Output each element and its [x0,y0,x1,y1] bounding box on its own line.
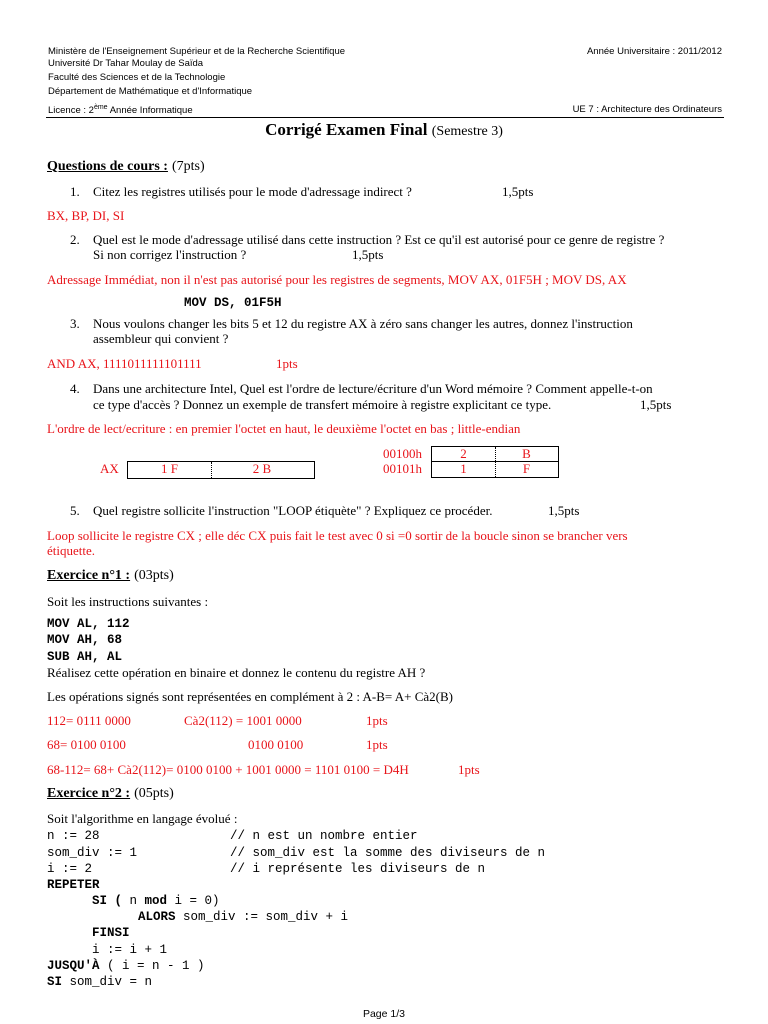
ex2-intro: Soit l'algorithme en langage évolué : [47,811,238,826]
ex2-heading [47,786,174,802]
algo-jusqua-keyword: JUSQU'À [47,959,100,973]
mem-row1-a: 2 [460,446,467,461]
q4-number: 4. [70,381,80,396]
questions-heading [47,159,205,175]
mem-row1-b: B [522,446,531,461]
algo-i-assign: i := 2 [47,862,93,876]
header-ue: UE 7 : Architecture des Ordinateurs [572,104,722,115]
q1-text: Citez les registres utilisés pour le mode d'adressage indirect ? [93,184,412,199]
ex1-pts: (03pts) [134,568,174,583]
q5-number: 5. [70,503,80,518]
algo-repeter: REPETER [47,878,100,892]
ex1-intro: Soit les instructions suivantes : [47,594,209,609]
q3-pts: 1pts [276,356,298,371]
q1-number: 1. [70,184,80,199]
q4-line1: Dans une architecture Intel, Quel est l'ordre de lecture/écriture d'un Word mémoire ? Comment appelle-t-on [93,381,653,396]
ax-label: AX [100,461,119,476]
title-semester: (Semestre 3) [431,124,503,139]
algo-si-keyword: SI ( [92,894,123,908]
algo-som-comment: // som_div est la somme des diviseurs de n [230,846,546,860]
q5-answer-line2: étiquette. [47,543,96,558]
header-year: Année Universitaire : 2011/2012 [586,46,722,57]
q2-line2: Si non corrigez l'instruction ? [93,247,247,262]
q4-pts: 1,5pts [640,397,672,412]
q1-pts: 1,5pts [502,184,534,199]
q2-pts: 1,5pts [352,247,384,262]
algo-final-si-line [47,975,152,989]
ex1-code-1: MOV AL, 112 [47,617,130,631]
algo-until: ( i = n - 1 ) [99,959,205,973]
algo-increment: i := i + 1 [92,943,168,957]
q2-answer: Adressage Immédiat, non il n'est pas autorisé pour les registres de segments, MOV AX, 01F5H ; MOV DS, AX [47,272,627,287]
q2-code: MOV DS, 01F5H [184,296,282,310]
ex1-r2-a: 68= 0100 0100 [47,737,126,752]
ex2-pts: (05pts) [134,786,174,801]
q5-answer-line1: Loop sollicite le registre CX ; elle déc CX puis fait le test avec 0 si =0 sortir de la boucle sinon se brancher vers [47,528,628,543]
algo-alors-line [138,910,348,924]
algo-jusqua-line [47,959,205,973]
algo-som-assign: som_div := 1 [47,846,138,860]
algo-i-comment: // i représente les diviseurs de n [230,862,486,876]
ex1-r1-a: 112= 0111 0000 [47,713,131,728]
page-number: Page 1/3 [362,1008,406,1020]
ex1-r3-pts: 1pts [458,762,480,777]
q5-pts: 1,5pts [548,503,580,518]
q3-answer: AND AX, 1111011111101111 [47,356,202,371]
mem-addr-2: 00101h [383,461,422,476]
ex1-r1-pts: 1pts [366,713,388,728]
ex1-code-2: MOV AH, 68 [47,633,123,647]
algo-n-comment: // n est un nombre entier [230,829,418,843]
ex1-heading-text: Exercice n°1 : [47,568,131,583]
mem-row2-b: F [522,461,531,476]
algo-si-line [92,894,220,908]
algo-n-assign: n := 28 [47,829,100,843]
q2-line1: Quel est le mode d'adressage utilisé dans cette instruction ? Est ce qu'il est autorisé pour ce genre de registre ? [93,232,665,247]
q3-line1: Nous voulons changer les bits 5 et 12 du registre AX à zéro sans changer les autres, donnez l'instruction [93,316,633,331]
ex1-r2-pts: 1pts [366,737,388,752]
mem-row2-a: 1 [460,461,467,476]
questions-pts: (7pts) [171,159,205,174]
algo-cond2: i = 0) [167,894,220,908]
ex2-heading-text: Exercice n°2 : [47,786,131,801]
ex1-code-3: SUB AH, AL [47,650,123,664]
title-main: Corrigé Examen Final [265,120,428,139]
q2-number: 2. [70,232,80,247]
ex1-note: Les opérations signés sont représentées en complément à 2 : A-B= A+ Cà2(B) [47,689,454,704]
q4-line2: ce type d'accès ? Donnez un exemple de transfert mémoire à registre explicitant ce type. [93,397,552,412]
licence-sup: ème [93,104,108,111]
mem-addr-1: 00100h [383,446,422,461]
licence-text-2: Année Informatique [107,105,193,117]
ex1-r3: 68-112= 68+ Cà2(112)= 0100 0100 + 1001 0000 = 1101 0100 = D4H [47,762,409,777]
ax-high-byte: 1 F [161,461,178,476]
q1-answer: BX, BP, DI, SI [47,208,125,223]
header-department: Département de Mathématique et d'Informatique [48,86,253,97]
header-licence [48,102,193,117]
ex1-r2-b: 0100 0100 [248,737,304,752]
header-faculty: Faculté des Sciences et de la Technologie [48,72,226,83]
algo-final: som_div = n [62,975,153,989]
questions-heading-text: Questions de cours : [47,159,168,174]
ex1-heading [47,568,174,584]
q5-text: Quel registre sollicite l'instruction "LOOP étiquète" ? Expliquez ce procéder. [93,503,493,518]
header-ministry: Ministère de l'Enseignement Supérieur et de la Recherche Scientifique [48,46,346,57]
q4-answer: L'ordre de lect/ecriture : en premier l'octet en haut, le deuxième l'octet en bas ; little-endian [47,421,521,436]
ex1-question: Réalisez cette opération en binaire et donnez le contenu du registre AH ? [47,665,426,680]
algo-finsi: FINSI [92,926,130,940]
ex1-r1-b: Cà2(112) = 1001 0000 [184,713,302,728]
algo-cond: n [122,894,145,908]
q3-line2: assembleur qui convient ? [93,331,229,346]
algo-alors-keyword: ALORS [138,910,176,924]
licence-text: Licence : 2 [48,105,94,117]
algo-si2-keyword: SI [47,975,63,989]
header-university: Université Dr Tahar Moulay de Saïda [48,58,204,69]
q3-number: 3. [70,316,80,331]
page-title [0,120,768,140]
algo-mod-keyword: mod [144,894,168,908]
header-rule [46,117,724,118]
ax-low-byte: 2 B [252,461,272,476]
algo-assign: som_div := som_div + i [175,910,349,924]
